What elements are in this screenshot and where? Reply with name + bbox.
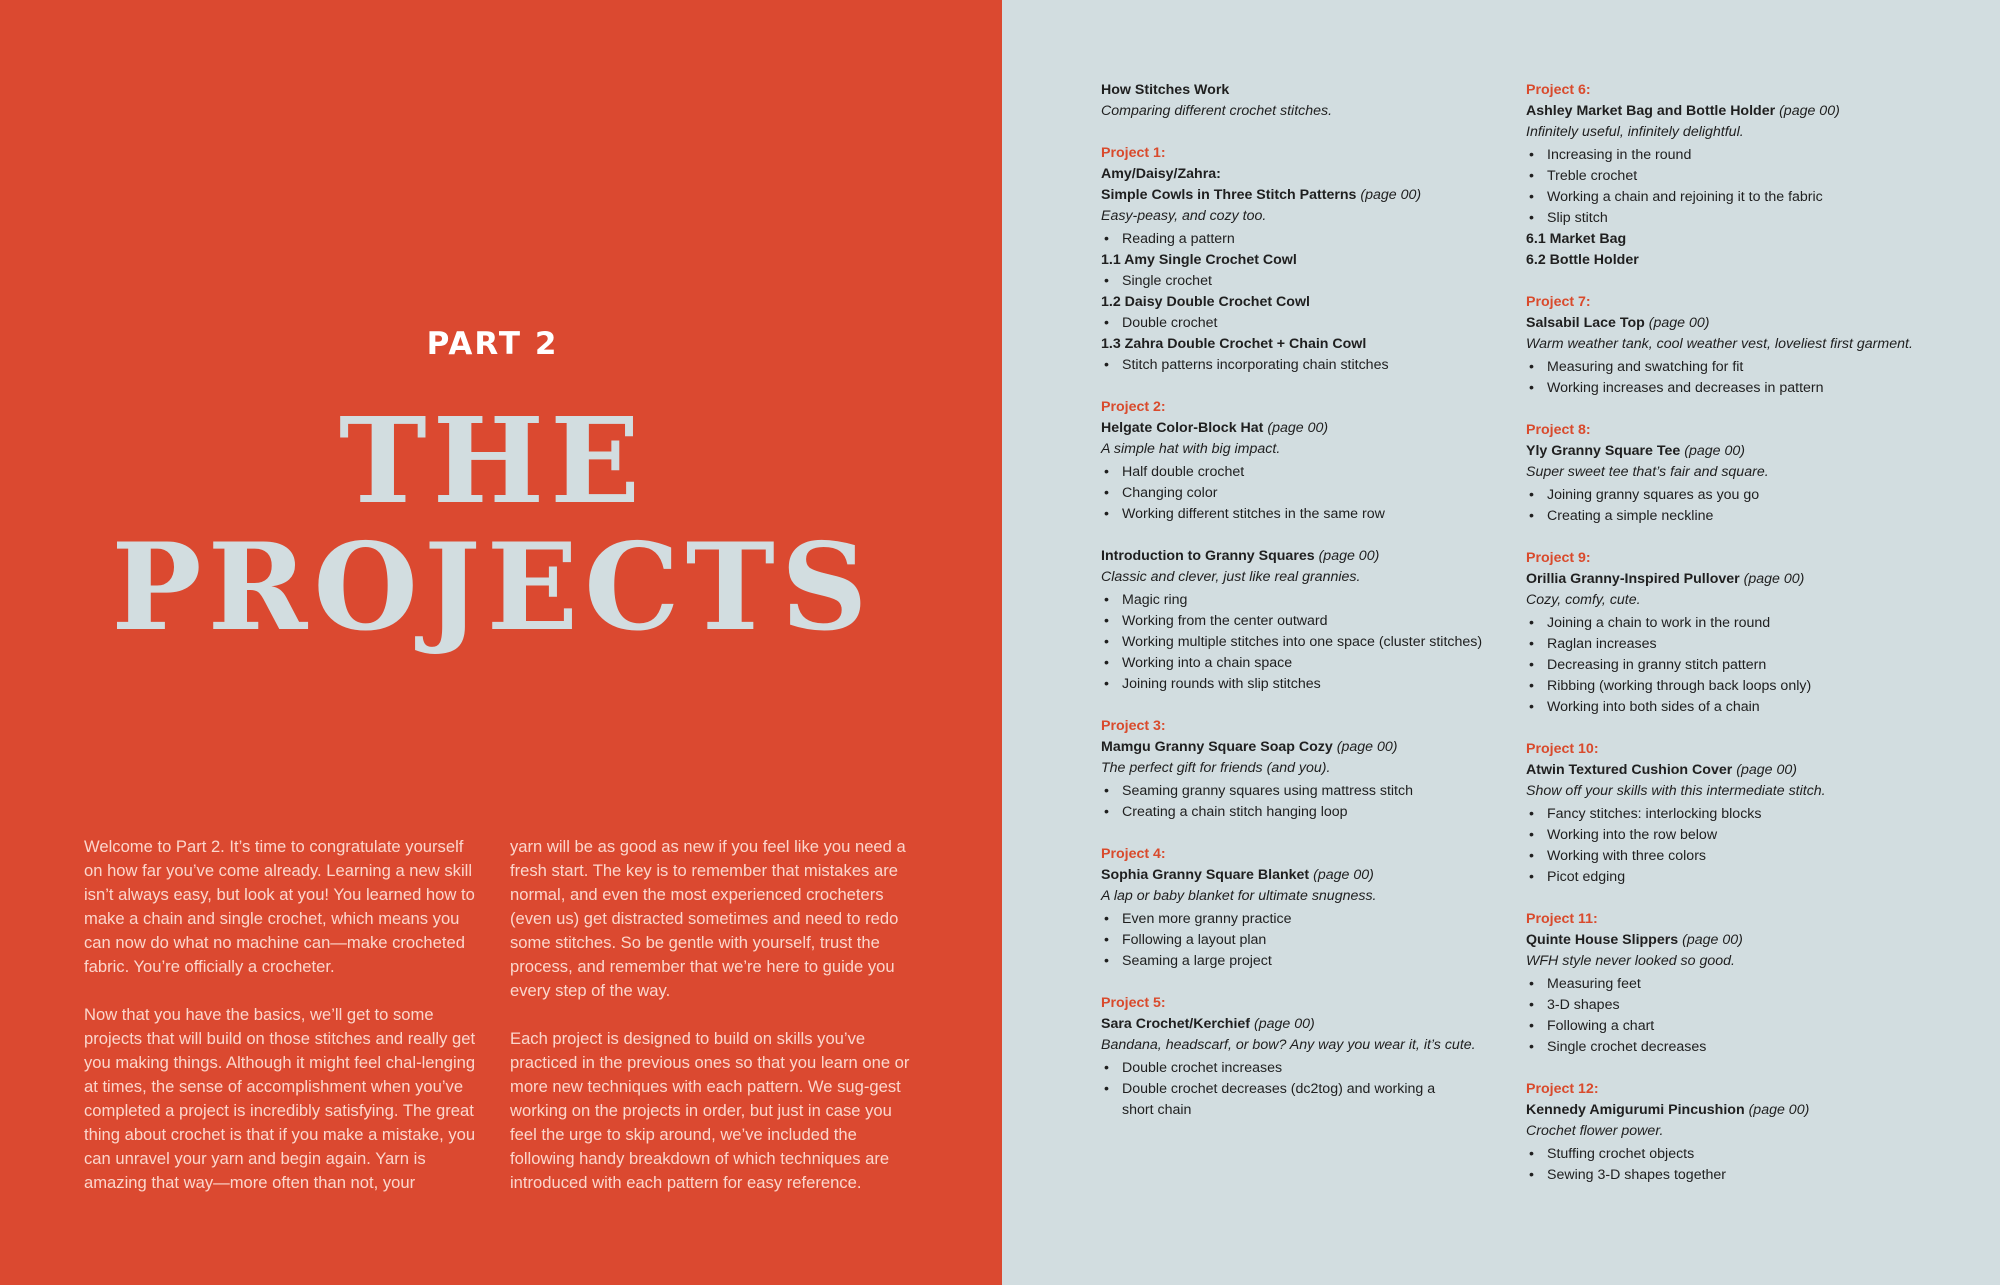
toc-section-project-1	[1101, 143, 1521, 376]
technique-list	[1526, 145, 1966, 229]
toc-section-project-7	[1526, 292, 1966, 399]
project-title	[1526, 313, 1966, 334]
project-tagline: Infinitely useful, infinitely delightful.	[1526, 124, 1744, 140]
project-label: Project 1:	[1101, 145, 1166, 161]
technique-item: • Seaming granny squares using mattress stitch	[1101, 781, 1521, 802]
toc-section-project-11	[1526, 909, 1966, 1058]
technique-item: • Working from the center outward	[1101, 611, 1521, 632]
project-title	[1526, 441, 1966, 462]
page-reference: (page 00)	[1748, 1102, 1810, 1118]
project-tagline: Classic and clever, just like real grannies.	[1101, 569, 1361, 585]
project-tagline: WFH style never looked so good.	[1526, 953, 1735, 969]
page-reference: (page 00)	[1253, 1016, 1315, 1032]
technique-item: • Slip stitch	[1526, 208, 1966, 229]
technique-item: • Working increases and decreases in pattern	[1526, 378, 1966, 399]
sub-project-title: 1.2 Daisy Double Crochet Cowl	[1101, 294, 1310, 310]
technique-item: • Measuring and swatching for fit	[1526, 357, 1966, 378]
project-tagline: Crochet flower power.	[1526, 1123, 1664, 1139]
project-label: Project 3:	[1101, 718, 1166, 734]
project-tagline: Show off your skills with this intermediate stitch.	[1526, 783, 1826, 799]
project-label: Project 12:	[1526, 1081, 1599, 1097]
technique-item: • Working a chain and rejoining it to the fabric	[1526, 187, 1966, 208]
technique-item: • Single crochet	[1101, 271, 1521, 292]
page-reference: (page 00)	[1360, 187, 1422, 203]
technique-list	[1101, 781, 1521, 823]
technique-item: • Working into both sides of a chain	[1526, 697, 1966, 718]
project-title-text: Orillia Granny-Inspired Pullover	[1526, 571, 1740, 587]
project-tagline: A simple hat with big impact.	[1101, 441, 1281, 457]
project-label: Project 2:	[1101, 399, 1166, 415]
technique-item: • Decreasing in granny stitch pattern	[1526, 655, 1966, 676]
project-title	[1101, 865, 1521, 886]
project-tagline: Easy-peasy, and cozy too.	[1101, 208, 1267, 224]
part-label: PART 2	[426, 326, 559, 362]
technique-item: • Double crochet decreases (dc2tog) and working a short chain	[1101, 1079, 1521, 1121]
technique-item: • Joining rounds with slip stitches	[1101, 674, 1521, 695]
project-title-text: Helgate Color-Block Hat	[1101, 420, 1264, 436]
technique-item: • Working into a chain space	[1101, 653, 1521, 674]
technique-item: • Working with three colors	[1526, 846, 1966, 867]
toc-section-project-2	[1101, 397, 1521, 525]
technique-list	[1101, 590, 1521, 695]
page-reference: (page 00)	[1318, 548, 1380, 564]
technique-item: • Reading a pattern	[1101, 229, 1521, 250]
project-title-text: Sophia Granny Square Blanket	[1101, 867, 1310, 883]
toc-section-project-9	[1526, 548, 1966, 718]
right-page	[1002, 0, 2000, 1285]
project-title	[1101, 185, 1521, 206]
technique-list	[1526, 485, 1966, 527]
project-label: Project 4:	[1101, 846, 1166, 862]
project-title	[1101, 1014, 1521, 1035]
technique-list	[1101, 1058, 1521, 1121]
section-tagline: Comparing different crochet stitches.	[1101, 103, 1333, 119]
technique-item: • Half double crochet	[1101, 462, 1521, 483]
intro-paragraph: yarn will be as good as new if you feel like you need a fresh start. The key is to remember that mistakes are normal, and even the most experienced crocheters (even us) get distracted sometimes and need to redo some stitches. So be gentle with yourself, trust the process, and remember that we’re here to guide you every step of the way.	[510, 837, 906, 1000]
intro-paragraph: Now that you have the basics, we’ll get to some projects that will build on those stitches and really get you making things. Although it might feel chal-lenging at times, the sense of accomplishment when you’ve completed a project is incredibly satisfying. The great thing about crochet is that if you make a mistake, you can unravel your yarn and begin again. Yarn is amazing that way—more often than not, your	[84, 1005, 476, 1192]
project-title-text: Kennedy Amigurumi Pincushion	[1526, 1102, 1745, 1118]
technique-item: • Changing color	[1101, 483, 1521, 504]
sub-project-title: 6.2 Bottle Holder	[1526, 252, 1639, 268]
page-title-line-2: PROJECTS	[111, 517, 874, 658]
toc-column-right	[1526, 80, 1966, 1207]
project-label: Project 10:	[1526, 741, 1599, 757]
technique-item: • Raglan increases	[1526, 634, 1966, 655]
project-title	[1526, 101, 1966, 122]
page-reference: (page 00)	[1743, 571, 1805, 587]
project-tagline: The perfect gift for friends (and you).	[1101, 760, 1331, 776]
project-title	[1526, 930, 1966, 951]
project-tagline: Warm weather tank, cool weather vest, loveliest first garment.	[1526, 336, 1913, 352]
page-title-line-1: THE	[338, 391, 647, 530]
technique-item: • Sewing 3-D shapes together	[1526, 1165, 1966, 1186]
intro-column-left	[84, 835, 482, 1219]
page-reference: (page 00)	[1779, 103, 1840, 119]
project-label: Project 11:	[1526, 911, 1598, 927]
toc-section-project-8	[1526, 420, 1966, 527]
technique-list	[1101, 313, 1521, 334]
page-reference: (page 00)	[1736, 762, 1797, 778]
technique-item: • Joining a chain to work in the round	[1526, 613, 1966, 634]
technique-item: • Creating a chain stitch hanging loop	[1101, 802, 1521, 823]
technique-item: • Double crochet	[1101, 313, 1521, 334]
sub-project-title: 6.1 Market Bag	[1526, 231, 1627, 247]
project-title-text: Introduction to Granny Squares	[1101, 548, 1315, 564]
technique-item: • Following a layout plan	[1101, 930, 1521, 951]
toc-section-project-3	[1101, 716, 1521, 823]
technique-item: • Treble crochet	[1526, 166, 1966, 187]
project-title-text: Quinte House Slippers	[1526, 932, 1679, 948]
technique-list	[1526, 613, 1966, 718]
toc-section-project-10	[1526, 739, 1966, 888]
page-reference: (page 00)	[1648, 315, 1710, 331]
project-title: Amy/Daisy/Zahra:	[1101, 166, 1221, 182]
project-title-text: Salsabil Lace Top	[1526, 315, 1645, 331]
technique-item: • 3-D shapes	[1526, 995, 1966, 1016]
page-reference: (page 00)	[1684, 443, 1745, 459]
project-title	[1526, 569, 1966, 590]
intro-paragraph: Each project is designed to build on skills you’ve practiced in the previous ones so that you learn one or more new techniques with each pattern. We sug-gest working on the projects in order, but just in case you feel the urge to skip around, we’ve included the following handy breakdown of which techniques are introduced with each pattern for easy reference.	[510, 1029, 910, 1192]
project-title	[1526, 760, 1966, 781]
technique-item: • Following a chart	[1526, 1016, 1966, 1037]
section-title: How Stitches Work	[1101, 82, 1230, 98]
technique-item: • Magic ring	[1101, 590, 1521, 611]
project-title-text: Simple Cowls in Three Stitch Patterns	[1101, 187, 1357, 203]
technique-item: • Picot edging	[1526, 867, 1966, 888]
toc-column-left	[1101, 80, 1521, 1142]
project-title-text: Atwin Textured Cushion Cover	[1526, 762, 1733, 778]
technique-list	[1101, 462, 1521, 525]
technique-list	[1101, 271, 1521, 292]
sub-project-title: 1.1 Amy Single Crochet Cowl	[1101, 252, 1297, 268]
page-reference: (page 00)	[1336, 739, 1398, 755]
toc-section-project-4	[1101, 844, 1521, 972]
technique-item: • Even more granny practice	[1101, 909, 1521, 930]
page-reference: (page 00)	[1313, 867, 1374, 883]
technique-item: • Ribbing (working through back loops only)	[1526, 676, 1966, 697]
project-tagline: A lap or baby blanket for ultimate snugness.	[1101, 888, 1377, 904]
toc-section-granny-intro	[1101, 546, 1521, 695]
technique-item: • Joining granny squares as you go	[1526, 485, 1966, 506]
technique-item: • Creating a simple neckline	[1526, 506, 1966, 527]
project-title	[1101, 418, 1521, 439]
technique-item: • Single crochet decreases	[1526, 1037, 1966, 1058]
project-label: Project 5:	[1101, 995, 1166, 1011]
technique-list	[1526, 804, 1966, 888]
technique-list	[1101, 355, 1521, 376]
technique-list	[1526, 1144, 1966, 1186]
technique-list	[1101, 909, 1521, 972]
technique-item: • Increasing in the round	[1526, 145, 1966, 166]
technique-item: • Working into the row below	[1526, 825, 1966, 846]
project-title	[1101, 546, 1521, 567]
project-tagline: Bandana, headscarf, or bow? Any way you wear it, it’s cute.	[1101, 1037, 1476, 1053]
project-title-text: Mamgu Granny Square Soap Cozy	[1101, 739, 1333, 755]
technique-item: • Double crochet increases	[1101, 1058, 1521, 1079]
technique-item: • Fancy stitches: interlocking blocks	[1526, 804, 1966, 825]
intro-column-right	[510, 835, 910, 1219]
toc-section-project-5	[1101, 993, 1521, 1121]
project-tagline: Cozy, comfy, cute.	[1526, 592, 1641, 608]
technique-item: • Seaming a large project	[1101, 951, 1521, 972]
sub-project-title: 1.3 Zahra Double Crochet + Chain Cowl	[1101, 336, 1367, 352]
toc-section-project-6	[1526, 80, 1966, 271]
project-tagline: Super sweet tee that’s fair and square.	[1526, 464, 1769, 480]
technique-list	[1101, 229, 1521, 250]
project-label: Project 9:	[1526, 550, 1591, 566]
technique-item: • Measuring feet	[1526, 974, 1966, 995]
project-title-text: Yly Granny Square Tee	[1526, 443, 1681, 459]
technique-item: • Stitch patterns incorporating chain stitches	[1101, 355, 1521, 376]
project-title-text: Ashley Market Bag and Bottle Holder	[1526, 103, 1776, 119]
project-label: Project 8:	[1526, 422, 1591, 438]
page-reference: (page 00)	[1682, 932, 1743, 948]
project-label: Project 6:	[1526, 82, 1591, 98]
intro-paragraph: Welcome to Part 2. It’s time to congratulate yourself on how far you’ve come already. Learning a new skill isn’t always easy, but look at you! You learned how to make a chain and single crochet, which means you can now do what no machine can—make crocheted fabric. You’re officially a crocheter.	[84, 837, 475, 976]
project-label: Project 7:	[1526, 294, 1591, 310]
technique-item: • Stuffing crochet objects	[1526, 1144, 1966, 1165]
technique-item: • Working different stitches in the same row	[1101, 504, 1521, 525]
technique-list	[1526, 357, 1966, 399]
technique-item: • Working multiple stitches into one space (cluster stitches)	[1101, 632, 1521, 653]
technique-list	[1526, 974, 1966, 1058]
toc-section-project-12	[1526, 1079, 1966, 1186]
page-reference: (page 00)	[1267, 420, 1329, 436]
project-title	[1101, 737, 1521, 758]
project-title-text: Sara Crochet/Kerchief	[1101, 1016, 1251, 1032]
project-title	[1526, 1100, 1966, 1121]
toc-section-how-stitches	[1101, 80, 1521, 122]
